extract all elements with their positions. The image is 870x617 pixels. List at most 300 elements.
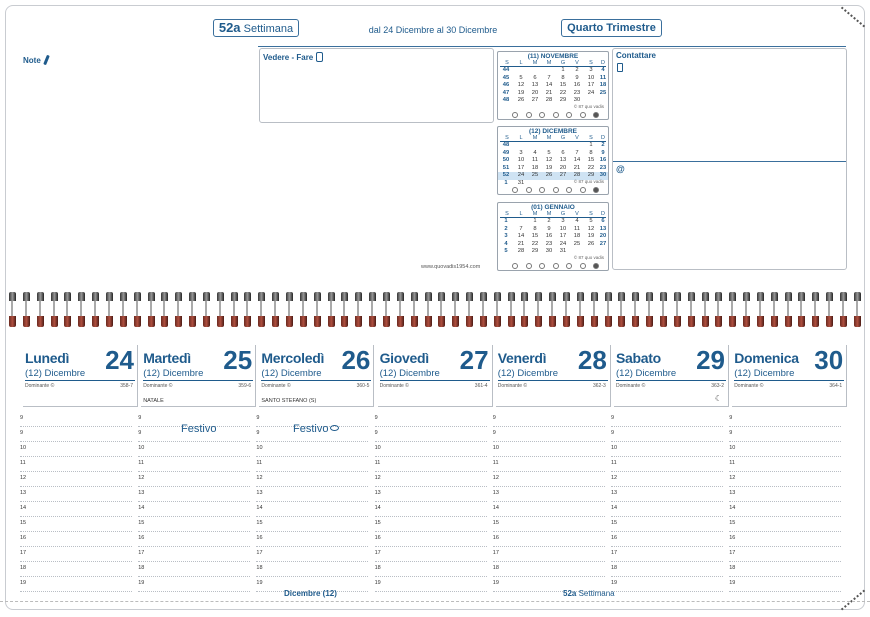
hour-row[interactable] (611, 427, 723, 442)
day-name: Martedì (143, 350, 191, 366)
hour-row[interactable] (611, 412, 723, 427)
hour-row[interactable] (729, 577, 841, 592)
ring-top (826, 292, 833, 301)
day-hour-column (138, 412, 250, 592)
spiral-ring (91, 288, 100, 330)
hour-row[interactable] (611, 472, 723, 487)
day-header (259, 345, 375, 407)
hour-label: 10 (374, 445, 381, 451)
ring-bottom (660, 316, 667, 327)
spiral-ring (368, 288, 377, 330)
ring-top (674, 292, 681, 301)
mini-calendar-footer: © 87 quo vadis (573, 179, 604, 184)
ring-bottom (175, 316, 182, 327)
ring-bottom (383, 316, 390, 327)
ring-bottom (217, 316, 224, 327)
mini-day: 23 (599, 164, 607, 171)
mini-week-number: 48 (502, 142, 510, 148)
hour-row[interactable] (375, 562, 487, 577)
hour-row[interactable] (20, 502, 132, 517)
hour-row[interactable] (729, 412, 841, 427)
ring-top (632, 292, 639, 301)
ring-top (521, 292, 528, 301)
ring-wire (759, 301, 761, 316)
ring-top (646, 292, 653, 301)
festivo-label (181, 423, 216, 435)
week-number-box (213, 19, 299, 37)
hour-row[interactable] (20, 577, 132, 592)
spiral-ring (202, 288, 211, 330)
hour-row[interactable] (138, 562, 250, 577)
mini-week-number: 1 (504, 179, 508, 186)
mini-week-number: 46 (502, 82, 510, 88)
mini-weekday: S (589, 211, 593, 217)
mini-day: 23 (573, 89, 581, 96)
hour-label: 15 (374, 520, 381, 526)
hour-label: 19 (374, 580, 381, 586)
day-rule (143, 380, 253, 381)
spiral-ring (825, 288, 834, 330)
hour-label: 10 (256, 445, 263, 451)
hour-row[interactable] (611, 562, 723, 577)
mini-day: 18 (599, 82, 607, 88)
mini-calendar-footer: © 87 quo vadis (573, 255, 604, 260)
ring-wire (828, 301, 830, 316)
spiral-ring (853, 288, 862, 330)
hour-row[interactable] (729, 457, 841, 472)
hour-row[interactable] (493, 547, 605, 562)
ring-top (798, 292, 805, 301)
ring-wire (579, 301, 581, 316)
hour-row[interactable] (611, 457, 723, 472)
hour-row[interactable] (375, 502, 487, 517)
hour-row[interactable] (20, 562, 132, 577)
mini-weekday: D (601, 135, 605, 141)
ring-top (383, 292, 390, 301)
mini-calendar-title: (11) NOVEMBRE (527, 53, 579, 60)
hour-row[interactable] (493, 517, 605, 532)
day-dominante: Dominante © (734, 383, 764, 389)
eye-icon (330, 425, 339, 431)
hour-row[interactable] (611, 502, 723, 517)
hour-row[interactable] (375, 487, 487, 502)
hour-label: 16 (374, 535, 381, 541)
date-range: dal 24 Dicembre al 30 Dicembre (368, 25, 498, 35)
contact-separator (613, 161, 846, 162)
hour-row[interactable] (729, 442, 841, 457)
day-month: (12) Dicembre (143, 368, 204, 379)
ring-top (563, 292, 570, 301)
mini-day: 31 (559, 248, 567, 254)
ring-top (425, 292, 432, 301)
ring-bottom (605, 316, 612, 327)
mini-day: 30 (573, 97, 581, 103)
mini-day: 15 (559, 82, 567, 88)
ring-top (134, 292, 141, 301)
mini-day: 14 (545, 82, 553, 88)
day-dominante: Dominante © (25, 383, 55, 389)
ring-wire (150, 301, 152, 316)
ring-bottom (92, 316, 99, 327)
moon-phase-icon (539, 112, 545, 118)
hour-row[interactable] (611, 547, 723, 562)
hour-row[interactable] (375, 442, 487, 457)
ring-wire (357, 301, 359, 316)
hour-row[interactable] (375, 532, 487, 547)
ring-top (591, 292, 598, 301)
hour-label: 13 (611, 490, 618, 496)
hour-row[interactable] (729, 472, 841, 487)
ring-top (78, 292, 85, 301)
spiral-ring (424, 288, 433, 330)
mini-week-number: 3 (504, 233, 508, 239)
ring-bottom (203, 316, 210, 327)
day-header (378, 345, 494, 407)
hour-label: 10 (729, 445, 736, 451)
mini-day: 3 (519, 149, 523, 156)
ring-top (231, 292, 238, 301)
day-box (496, 345, 611, 407)
mini-weekday: M (546, 211, 552, 217)
ring-wire (274, 301, 276, 316)
mini-day: 5 (589, 218, 593, 224)
spiral-ring (493, 288, 502, 330)
ring-top (812, 292, 819, 301)
ring-top (189, 292, 196, 301)
ring-top (397, 292, 404, 301)
ring-bottom (798, 316, 805, 327)
spiral-ring (451, 288, 460, 330)
hour-row[interactable] (20, 487, 132, 502)
day-rule (616, 380, 726, 381)
mini-weekday: S (589, 135, 593, 141)
ring-wire (399, 301, 401, 316)
ring-bottom (314, 316, 321, 327)
hour-row[interactable] (256, 532, 368, 547)
hour-row[interactable] (611, 442, 723, 457)
mini-week-row (498, 142, 608, 150)
hour-row[interactable] (256, 442, 368, 457)
day-event: NATALE (143, 398, 164, 404)
ring-wire (260, 301, 262, 316)
ring-bottom (715, 316, 722, 327)
ring-bottom (466, 316, 473, 327)
hour-row[interactable] (611, 532, 723, 547)
mini-week-number: 1 (504, 218, 508, 224)
ring-top (64, 292, 71, 301)
ring-top (37, 292, 44, 301)
spiral-ring (673, 288, 682, 330)
mini-week-number: 47 (502, 89, 510, 96)
hour-label: 14 (611, 505, 618, 511)
hour-row[interactable] (138, 532, 250, 547)
ring-top (757, 292, 764, 301)
spiral-ring (742, 288, 751, 330)
hour-row[interactable] (493, 442, 605, 457)
hour-row[interactable] (138, 577, 250, 592)
ring-top (258, 292, 265, 301)
mini-week-row (498, 150, 608, 158)
day-count: 363-2 (711, 383, 724, 389)
hour-row[interactable] (611, 487, 723, 502)
mini-day: 2 (601, 142, 605, 148)
mini-day: 24 (517, 172, 525, 178)
day-number: 28 (577, 345, 607, 375)
hour-row[interactable] (729, 517, 841, 532)
mini-day: 21 (573, 164, 581, 171)
ring-top (438, 292, 445, 301)
ring-wire (53, 301, 55, 316)
mini-day: 11 (531, 157, 539, 163)
mini-day: 27 (599, 240, 607, 247)
hour-row[interactable] (20, 457, 132, 472)
ring-bottom (258, 316, 265, 327)
hour-label: 11 (138, 460, 144, 466)
ring-wire (288, 301, 290, 316)
spiral-ring (631, 288, 640, 330)
hour-label: 18 (611, 565, 618, 571)
hour-row[interactable] (138, 472, 250, 487)
ring-top (549, 292, 556, 301)
mini-day: 30 (545, 248, 553, 254)
mini-day: 10 (559, 225, 567, 232)
hour-row[interactable] (20, 472, 132, 487)
hour-row[interactable] (729, 532, 841, 547)
day-number: 24 (105, 345, 134, 375)
mini-day: 7 (547, 74, 551, 81)
hour-row[interactable] (256, 517, 368, 532)
day-count: 362-3 (593, 383, 606, 389)
ring-wire (427, 301, 429, 316)
hour-row[interactable] (729, 502, 841, 517)
hour-row[interactable] (256, 562, 368, 577)
spiral-ring (299, 288, 308, 330)
ring-bottom (355, 316, 362, 327)
vedere-fare-heading (263, 52, 323, 62)
ring-wire (510, 301, 512, 316)
spiral-ring (507, 288, 516, 330)
hour-row[interactable] (20, 532, 132, 547)
hour-row[interactable] (138, 487, 250, 502)
spiral-ring (701, 288, 710, 330)
ring-bottom (300, 316, 307, 327)
ring-wire (648, 301, 650, 316)
hour-label: 17 (374, 550, 381, 556)
day-rule (498, 380, 608, 381)
ring-bottom (702, 316, 709, 327)
spiral-ring (410, 288, 419, 330)
ring-bottom (646, 316, 653, 327)
mini-week-number: 45 (502, 74, 510, 81)
hour-row[interactable] (493, 412, 605, 427)
hour-row[interactable] (375, 427, 487, 442)
hour-row[interactable] (375, 412, 487, 427)
mini-day: 16 (573, 82, 581, 88)
hour-label: 11 (374, 460, 381, 466)
mini-week-row (498, 90, 608, 98)
hour-label: 12 (492, 475, 499, 481)
ring-wire (731, 301, 733, 316)
hour-label: 9 (374, 430, 378, 436)
ring-wire (191, 301, 193, 316)
hour-row[interactable] (729, 487, 841, 502)
contattare-box[interactable] (612, 48, 847, 270)
spiral-ring (797, 288, 806, 330)
ring-wire (704, 301, 706, 316)
hour-row[interactable] (20, 427, 132, 442)
hour-row[interactable] (20, 547, 132, 562)
ring-bottom (688, 316, 695, 327)
ring-top (466, 292, 473, 301)
hour-row[interactable] (138, 547, 250, 562)
ring-wire (593, 301, 595, 316)
hour-row[interactable] (375, 457, 487, 472)
hour-label: 15 (138, 520, 145, 526)
spiral-ring (714, 288, 723, 330)
hour-row[interactable] (256, 472, 368, 487)
moon-phase-icon (526, 263, 532, 269)
spiral-ring (548, 288, 557, 330)
spiral-ring (479, 288, 488, 330)
mini-weekday: M (532, 211, 538, 217)
moon-phase-icon (593, 263, 599, 269)
hour-row[interactable] (138, 442, 250, 457)
hour-row[interactable] (20, 412, 132, 427)
spiral-ring (147, 288, 156, 330)
hour-label: 16 (256, 535, 263, 541)
ring-top (244, 292, 251, 301)
hour-row[interactable] (20, 442, 132, 457)
hour-row[interactable] (729, 427, 841, 442)
day-hour-column (256, 412, 368, 592)
hour-row[interactable] (256, 457, 368, 472)
mini-day: 7 (519, 225, 523, 232)
quarter-box: Quarto Trimestre (561, 19, 662, 37)
hour-row[interactable] (493, 532, 605, 547)
ring-top (702, 292, 709, 301)
moon-phase-icon (512, 263, 518, 269)
day-header (732, 345, 848, 407)
ring-top (92, 292, 99, 301)
ring-bottom (632, 316, 639, 327)
mini-rows (498, 67, 608, 105)
mini-day: 14 (573, 157, 581, 163)
hour-row[interactable] (256, 547, 368, 562)
ring-bottom (37, 316, 44, 327)
ring-wire (800, 301, 802, 316)
mini-week-number: 51 (502, 164, 510, 171)
hour-label: 11 (256, 460, 263, 466)
ring-bottom (231, 316, 238, 327)
ring-bottom (438, 316, 445, 327)
hour-row[interactable] (375, 472, 487, 487)
moon-phase-row (512, 187, 606, 194)
ring-top (341, 292, 348, 301)
spiral-ring (133, 288, 142, 330)
ring-wire (856, 301, 858, 316)
hour-label: 15 (492, 520, 499, 526)
hour-row[interactable] (493, 472, 605, 487)
ring-wire (717, 301, 719, 316)
day-number: 26 (341, 345, 371, 375)
mini-weekday: S (505, 211, 509, 217)
hour-label: 18 (20, 565, 27, 571)
hour-row[interactable] (138, 457, 250, 472)
moon-phase-row (512, 112, 606, 119)
spiral-ring (77, 288, 86, 330)
hour-label: 12 (20, 475, 27, 481)
mini-day: 8 (561, 74, 565, 81)
hour-row[interactable] (256, 502, 368, 517)
contattare-label: Contattare (616, 51, 657, 60)
hour-row[interactable] (138, 502, 250, 517)
mini-week-row (498, 226, 608, 234)
moon-phase-icon (566, 112, 572, 118)
mini-week-number: 4 (504, 240, 508, 247)
mini-day: 27 (531, 97, 539, 103)
hour-row[interactable] (729, 562, 841, 577)
ring-top (452, 292, 459, 301)
ring-wire (607, 301, 609, 316)
hour-row[interactable] (493, 487, 605, 502)
hour-row[interactable] (611, 517, 723, 532)
hour-row[interactable] (729, 547, 841, 562)
spiral-ring (465, 288, 474, 330)
ring-bottom (521, 316, 528, 327)
vedere-fare-box[interactable] (259, 48, 494, 123)
ring-top (411, 292, 418, 301)
mini-day: 26 (517, 97, 525, 103)
hour-row[interactable] (256, 487, 368, 502)
ring-top (618, 292, 625, 301)
ring-wire (108, 301, 110, 316)
mini-weekday: M (546, 135, 552, 141)
spiral-ring (63, 288, 72, 330)
hour-label: 11 (611, 460, 617, 466)
hour-row[interactable] (375, 577, 487, 592)
mini-day: 17 (517, 164, 525, 171)
ring-bottom (757, 316, 764, 327)
ring-wire (440, 301, 442, 316)
spiral-ring (659, 288, 668, 330)
hour-row[interactable] (493, 562, 605, 577)
hour-label: 13 (20, 490, 27, 496)
hour-row[interactable] (375, 517, 487, 532)
ring-bottom (563, 316, 570, 327)
hour-row[interactable] (611, 577, 723, 592)
ring-bottom (618, 316, 625, 327)
ring-bottom (161, 316, 168, 327)
hour-row[interactable] (20, 517, 132, 532)
spiral-ring (243, 288, 252, 330)
hour-row[interactable] (375, 547, 487, 562)
spiral-ring (382, 288, 391, 330)
day-rule (261, 380, 371, 381)
hour-row[interactable] (493, 427, 605, 442)
hour-row[interactable] (138, 517, 250, 532)
ring-top (203, 292, 210, 301)
mini-calendar (497, 51, 609, 120)
ring-top (300, 292, 307, 301)
mini-day: 1 (589, 142, 593, 148)
spiral-ring (534, 288, 543, 330)
hour-row[interactable] (493, 502, 605, 517)
mini-day: 17 (559, 233, 567, 239)
hour-row[interactable] (493, 457, 605, 472)
mini-day: 2 (547, 218, 551, 224)
mini-day: 4 (601, 67, 605, 73)
ring-top (688, 292, 695, 301)
